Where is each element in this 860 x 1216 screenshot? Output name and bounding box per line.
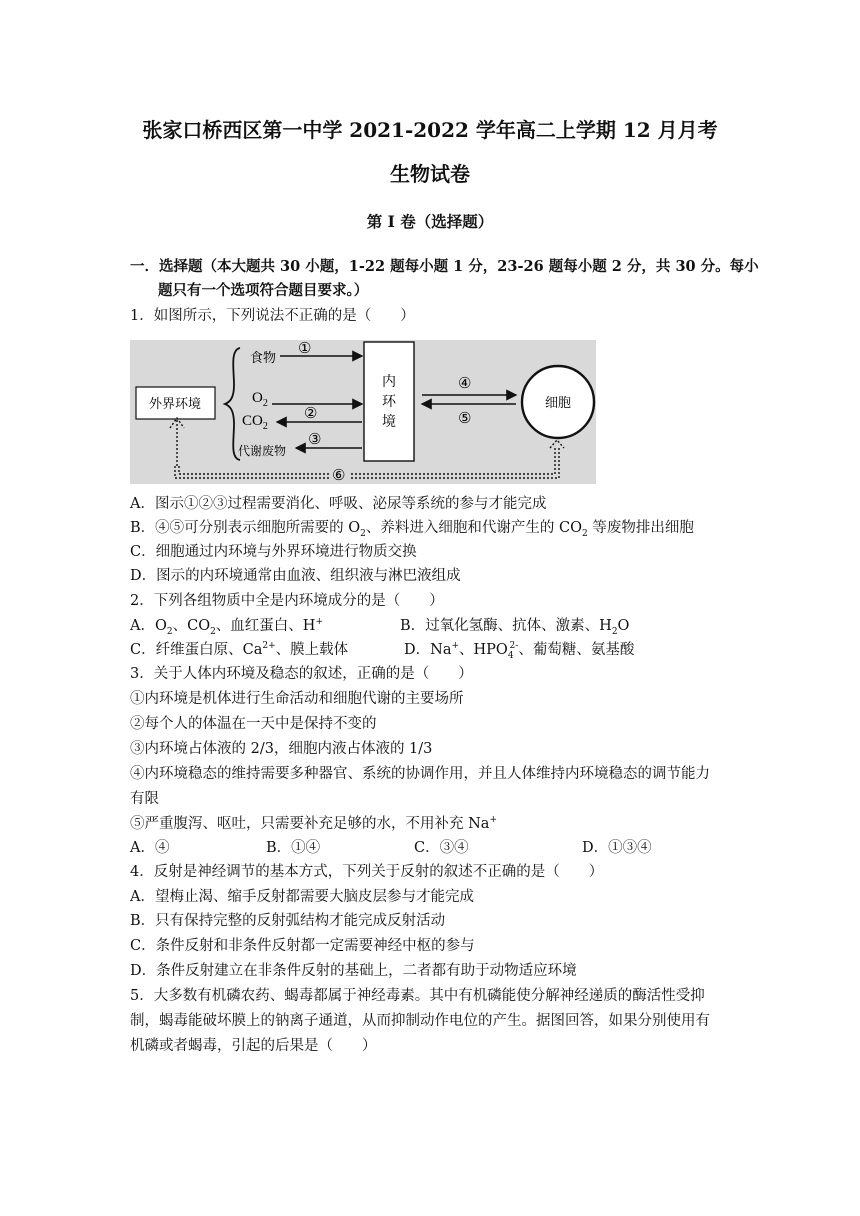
- q3-statement-4: ④内环境稳态的维持需要多种器官、系统的协调作用，并且人体维持内环境稳态的调节能力: [130, 766, 710, 782]
- q4-option-d: D．条件反射建立在非条件反射的基础上，二者都有助于动物适应环境: [130, 963, 577, 979]
- q3-option-c: C．③④: [414, 840, 469, 856]
- food-label: 食物: [250, 350, 277, 365]
- q1-stem: 1．如图所示，下列说法不正确的是（ ）: [130, 308, 415, 324]
- q2-option-a: A．$O_2$、$CO_2$、血红蛋白、H+: [130, 617, 324, 637]
- q4-stem: 4．反射是神经调节的基本方式，下列关于反射的叙述不正确的是（ ）: [130, 864, 604, 880]
- section-heading: 一．选择题（本大题共 30 小题，1-22 题每小题 1 分，23-26 题每小题 2 分，共 30 分。每小: [130, 258, 759, 275]
- inner-env-label-1: 内: [382, 373, 396, 389]
- marker-1: ①: [298, 340, 312, 357]
- section-title: 第 I 卷（选择题）: [366, 212, 494, 231]
- cell-label: 细胞: [544, 395, 572, 410]
- q1-option-b: B．④⑤可分别表示细胞所需要的 $O_2$、养料进入细胞和代谢产生的 $CO_2$ 等废物排出细胞: [130, 520, 694, 539]
- inner-env-label-3: 境: [382, 413, 396, 429]
- q3-statement-2: ②每个人的体温在一天中是保持不变的: [130, 716, 377, 732]
- o2-label: $O_2$: [252, 390, 268, 409]
- q3-statement-3: ③内环境占体液的 2/3，细胞内液占体液的 1/3: [130, 741, 433, 757]
- q1-option-c: C．细胞通过内环境与外界环境进行物质交换: [130, 544, 417, 560]
- q3-stem: 3．关于人体内环境及稳态的叙述，正确的是（ ）: [130, 666, 473, 682]
- q5-stem-line-2: 制，蝎毒能破坏膜上的钠离子通道，从而抑制动作电位的产生。据图回答，如果分别使用有: [130, 1013, 710, 1029]
- q4-option-a: A．望梅止渴、缩手反射都需要大脑皮层参与才能完成: [130, 889, 474, 905]
- q3-statement-5: ⑤严重腹泻、呕吐，只需要补充足够的水，不用补充 Na+: [130, 815, 497, 832]
- q3-option-d: D．①③④: [582, 840, 652, 856]
- q3-option-b: B．①④: [266, 840, 321, 856]
- q1-option-a: A．图示①②③过程需要消化、呼吸、泌尿等系统的参与才能完成: [130, 496, 547, 512]
- q5-stem-line-1: 5．大多数有机磷农药、蝎毒都属于神经毒素。其中有机磷能使分解神经递质的酶活性受抑: [130, 988, 705, 1004]
- exam-subtitle: 生物试卷: [390, 162, 470, 186]
- q2-option-b: B．过氧化氢酶、抗体、激素、$H_2O$: [400, 618, 630, 637]
- q3-option-a: A．④: [130, 840, 170, 856]
- q2-stem: 2．下列各组物质中全是内环境成分的是（ ）: [130, 593, 444, 609]
- q2-option-c: C．纤维蛋白原、$Ca^{2+}$、膜上载体: [130, 641, 349, 658]
- q4-option-b: B．只有保持完整的反射弧结构才能完成反射活动: [130, 913, 446, 929]
- q3-statement-1: ①内环境是机体进行生命活动和细胞代谢的主要场所: [130, 691, 464, 707]
- outer-env-label: 外界环境: [148, 396, 202, 411]
- marker-3: ③: [308, 430, 322, 448]
- q1-diagram: [130, 340, 596, 484]
- q5-stem-line-3: 机磷或者蝎毒，引起的后果是（ ）: [130, 1038, 377, 1054]
- marker-6: ⑥: [332, 466, 346, 484]
- q3-statement-4-cont: 有限: [130, 791, 159, 807]
- exam-title: 张家口桥西区第一中学 2021-2022 学年高二上学期 12 月月考: [142, 118, 718, 142]
- inner-env-label-2: 环: [382, 393, 396, 409]
- q1-option-d: D．图示的内环境通常由血液、组织液与淋巴液组成: [130, 568, 461, 584]
- co2-label: $CO_2$: [242, 413, 268, 432]
- waste-label: 代谢废物: [238, 444, 287, 458]
- section-heading-cont: 题只有一个选项符合题目要求。）: [158, 282, 369, 299]
- marker-5: ⑤: [458, 409, 472, 427]
- q2-option-d: D．Na+、$HPO_4^{2-}$、葡萄糖、氨基酸: [404, 641, 635, 661]
- marker-2: ②: [304, 404, 318, 422]
- marker-4: ④: [458, 374, 472, 392]
- q4-option-c: C．条件反射和非条件反射都一定需要神经中枢的参与: [130, 938, 475, 954]
